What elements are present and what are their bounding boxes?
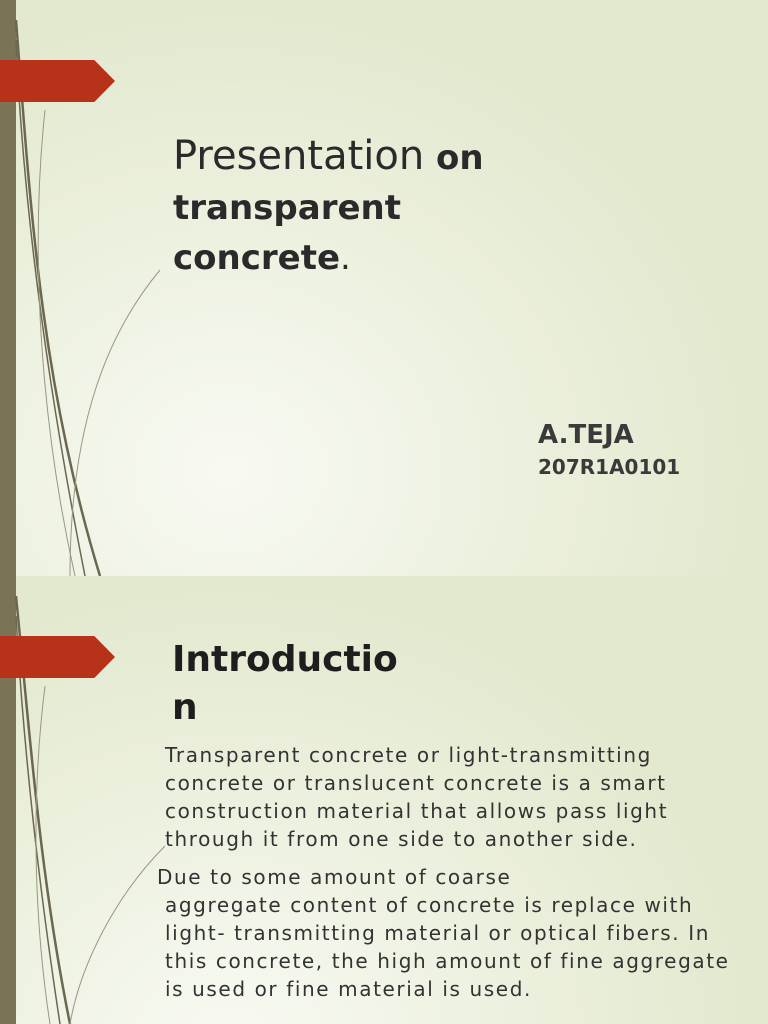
title-part-presentation: Presentation	[173, 133, 425, 179]
accent-arrow	[0, 636, 115, 678]
accent-arrow	[0, 60, 115, 102]
bullet-item	[137, 741, 737, 853]
slide-heading: Introductio n	[172, 639, 398, 728]
bullet-item	[137, 863, 737, 1003]
title-part-concrete: concrete	[173, 238, 341, 278]
author-name: A.TEJA	[538, 420, 634, 450]
author-roll-number: 207R1A0101	[538, 455, 681, 479]
bullet-body: concrete or translucent concrete is a smart construction material that allows pass light through it from one side to another side.	[165, 771, 669, 851]
bullet-body: aggregate content of concrete is replace with light- transmitting material or optical fibers. In this concrete, the high amount of fine aggregate is used or fine material is used.	[165, 893, 730, 1001]
title-part-on: on	[424, 138, 484, 178]
bullet-first-line: Transparent concrete or light-transmitting	[165, 743, 652, 767]
title-part-transparent: transparent	[173, 188, 401, 228]
presentation-title	[173, 132, 693, 282]
slide-introduction	[0, 576, 768, 1024]
title-part-period: .	[340, 238, 351, 278]
bullet-first-line: Due to some amount of coarse	[157, 865, 512, 889]
